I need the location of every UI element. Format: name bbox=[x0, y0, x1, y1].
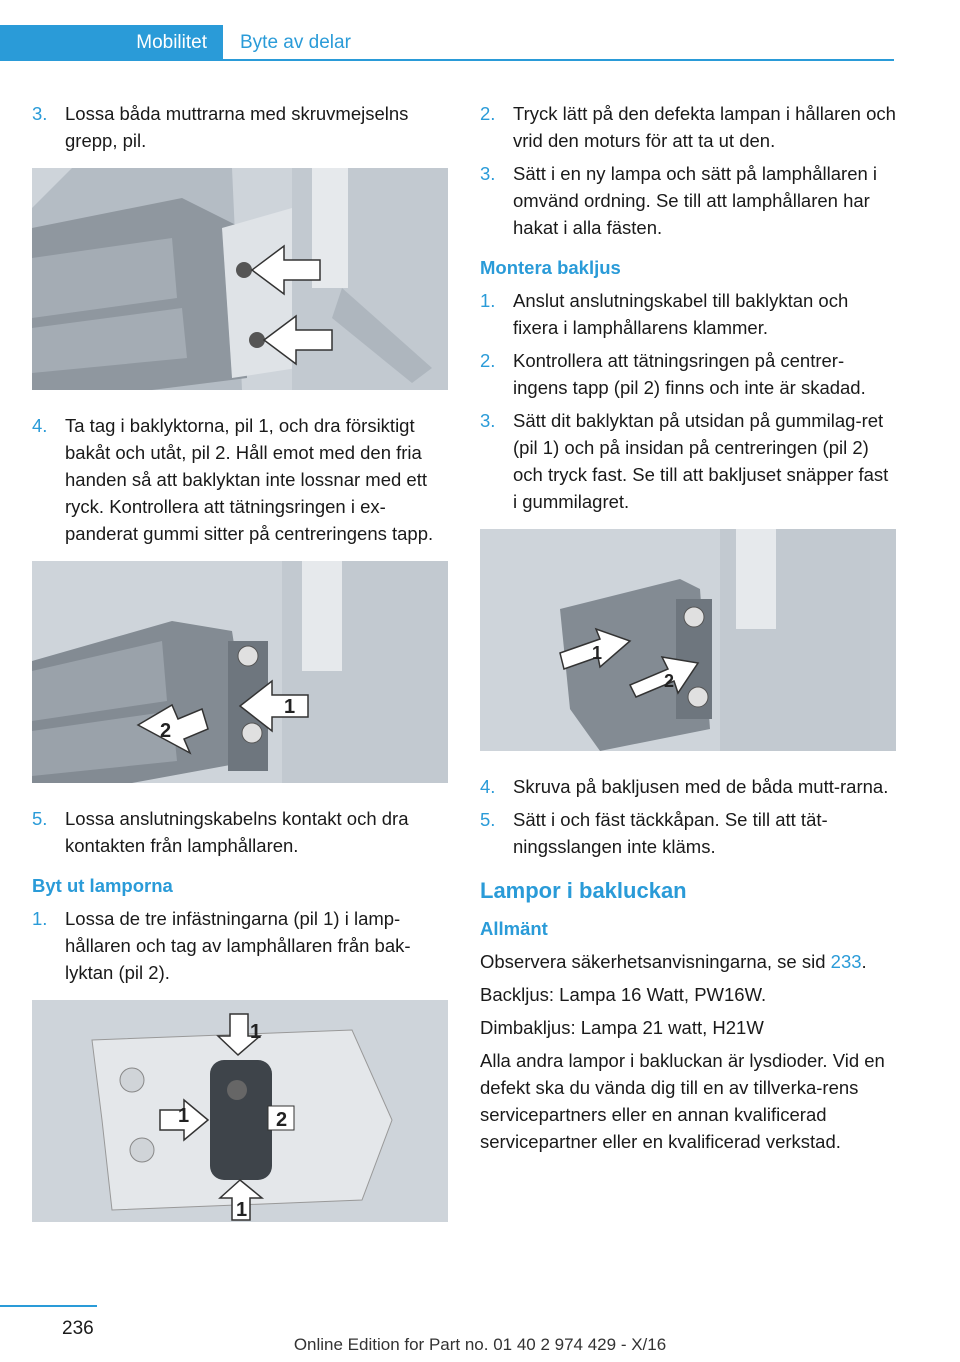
figure-label-2: 2 bbox=[664, 671, 675, 691]
step-text: Kontrollera att tätningsringen på centrer‐ingens tapp (pil 2) finns och inte är skadad. bbox=[513, 350, 866, 398]
edition-footer: Online Edition for Part no. 01 40 2 974 429 - X/16 bbox=[293, 1335, 667, 1354]
step-text: Ta tag i baklyktorna, pil 1, och dra försiktigt bakåt och utåt, pil 2. Håll emot med den fria handen så att baklyktan inte lossnar med ett ryck. Kontrollera att tätningsringen i ex‐panderat gummi sitter på centreringens tapp. bbox=[65, 415, 434, 544]
right-column bbox=[480, 100, 896, 1161]
step-3-insert-lamp bbox=[480, 160, 896, 241]
figure-label-2: 2 bbox=[160, 720, 172, 742]
step-text: Lossa båda muttrarna med skruvmejselns grepp, pil. bbox=[65, 103, 409, 151]
figure-mount-light bbox=[480, 529, 896, 751]
step-number: 1. bbox=[32, 908, 48, 929]
tab-byte-av-delar[interactable]: Byte av delar bbox=[240, 32, 351, 53]
mount-step-4 bbox=[480, 773, 896, 800]
step-number: 4. bbox=[32, 415, 48, 436]
figure-pull-light bbox=[32, 561, 448, 783]
step-text: Sätt i och fäst täckkåpan. Se till att tät‐ningsslangen inte kläms. bbox=[513, 809, 828, 857]
step-text: Lossa de tre infästningarna (pil 1) i lamp‐hållaren och tag av lamphållaren från bak‐lyktan (pil 2). bbox=[65, 908, 411, 983]
step-5-disconnect bbox=[32, 805, 448, 859]
step-3-loosen-nuts bbox=[32, 100, 448, 154]
step-text: Tryck lätt på den defekta lampan i hållaren och vrid den moturs för att ta ut den. bbox=[513, 103, 896, 151]
reverse-light-spec: Backljus: Lampa 16 Watt, PW16W. bbox=[480, 984, 767, 1005]
led-notice: Alla andra lampor i bakluckan är lysdioder. Vid en defekt ska du vända dig till en av tillverka‐rens servicepartners eller en annan kvalificerad servicepartner eller en kvalificerad verkstad. bbox=[480, 1050, 885, 1152]
tab-mobilitet[interactable]: Mobilitet bbox=[0, 25, 223, 61]
step-number: 3. bbox=[480, 163, 496, 184]
step-number: 3. bbox=[480, 410, 496, 431]
section-heading-tailgate-lamps: Lampor i bakluckan bbox=[480, 878, 687, 903]
figure-label-top: 1 bbox=[250, 1021, 262, 1043]
figure-lamp-holder bbox=[32, 1000, 448, 1222]
step-number: 5. bbox=[480, 809, 496, 830]
safety-reference-end: . bbox=[861, 951, 867, 972]
step-2-remove-lamp bbox=[480, 100, 896, 154]
figure-nuts-arrows bbox=[32, 168, 448, 390]
step-number: 2. bbox=[480, 103, 496, 124]
step-text: Sätt dit baklyktan på utsidan på gummilag‐ret (pil 1) och på insidan på centreringen (pil 2) och tryck fast. Se till att bakljuset snäpper fast i gummilagret. bbox=[513, 410, 889, 512]
safety-reference-text: Observera säkerhetsanvisningarna, se sid bbox=[480, 951, 831, 972]
mount-step-5 bbox=[480, 806, 896, 860]
step-text: Lossa anslutningskabelns kontakt och dra kontakten från lamphållaren. bbox=[65, 808, 409, 856]
figure-label-1: 1 bbox=[284, 696, 296, 718]
step-4-pull-light bbox=[32, 412, 448, 547]
step-text: Anslut anslutningskabel till baklyktan och fixera i lamphållarens klammer. bbox=[513, 290, 849, 338]
figure-label-1: 1 bbox=[592, 643, 603, 663]
subheading-mount-light: Montera bakljus bbox=[480, 257, 621, 278]
header-rule bbox=[223, 59, 894, 61]
mount-step-2 bbox=[480, 347, 896, 401]
subheading-general: Allmänt bbox=[480, 918, 548, 939]
figure-label-bottom: 1 bbox=[236, 1199, 248, 1221]
fog-light-spec: Dimbakljus: Lampa 21 watt, H21W bbox=[480, 1017, 764, 1038]
step-number: 1. bbox=[480, 290, 496, 311]
step-number: 5. bbox=[32, 808, 48, 829]
left-column bbox=[32, 100, 448, 1244]
step-text: Sätt i en ny lampa och sätt på lamphållaren i omvänd ordning. Se till att lamphållaren har hakat i alla fästen. bbox=[513, 163, 878, 238]
step-number: 4. bbox=[480, 776, 496, 797]
page-header bbox=[0, 25, 894, 61]
step-number: 3. bbox=[32, 103, 48, 124]
step-number: 2. bbox=[480, 350, 496, 371]
page-number: 236 bbox=[62, 1318, 94, 1339]
step-text: Skruva på bakljusen med de båda mutt‐rarna. bbox=[513, 776, 889, 797]
safety-reference-paragraph bbox=[480, 948, 896, 975]
footer-rule bbox=[0, 1305, 97, 1307]
mount-step-1 bbox=[480, 287, 896, 341]
figure-label-right: 2 bbox=[276, 1109, 288, 1131]
step-1-release-holder bbox=[32, 905, 448, 986]
figure-label-left: 1 bbox=[178, 1105, 190, 1127]
mount-step-3 bbox=[480, 407, 896, 515]
page-link-233[interactable]: 233 bbox=[830, 951, 862, 972]
subheading-replace-lamps: Byt ut lamporna bbox=[32, 875, 173, 896]
